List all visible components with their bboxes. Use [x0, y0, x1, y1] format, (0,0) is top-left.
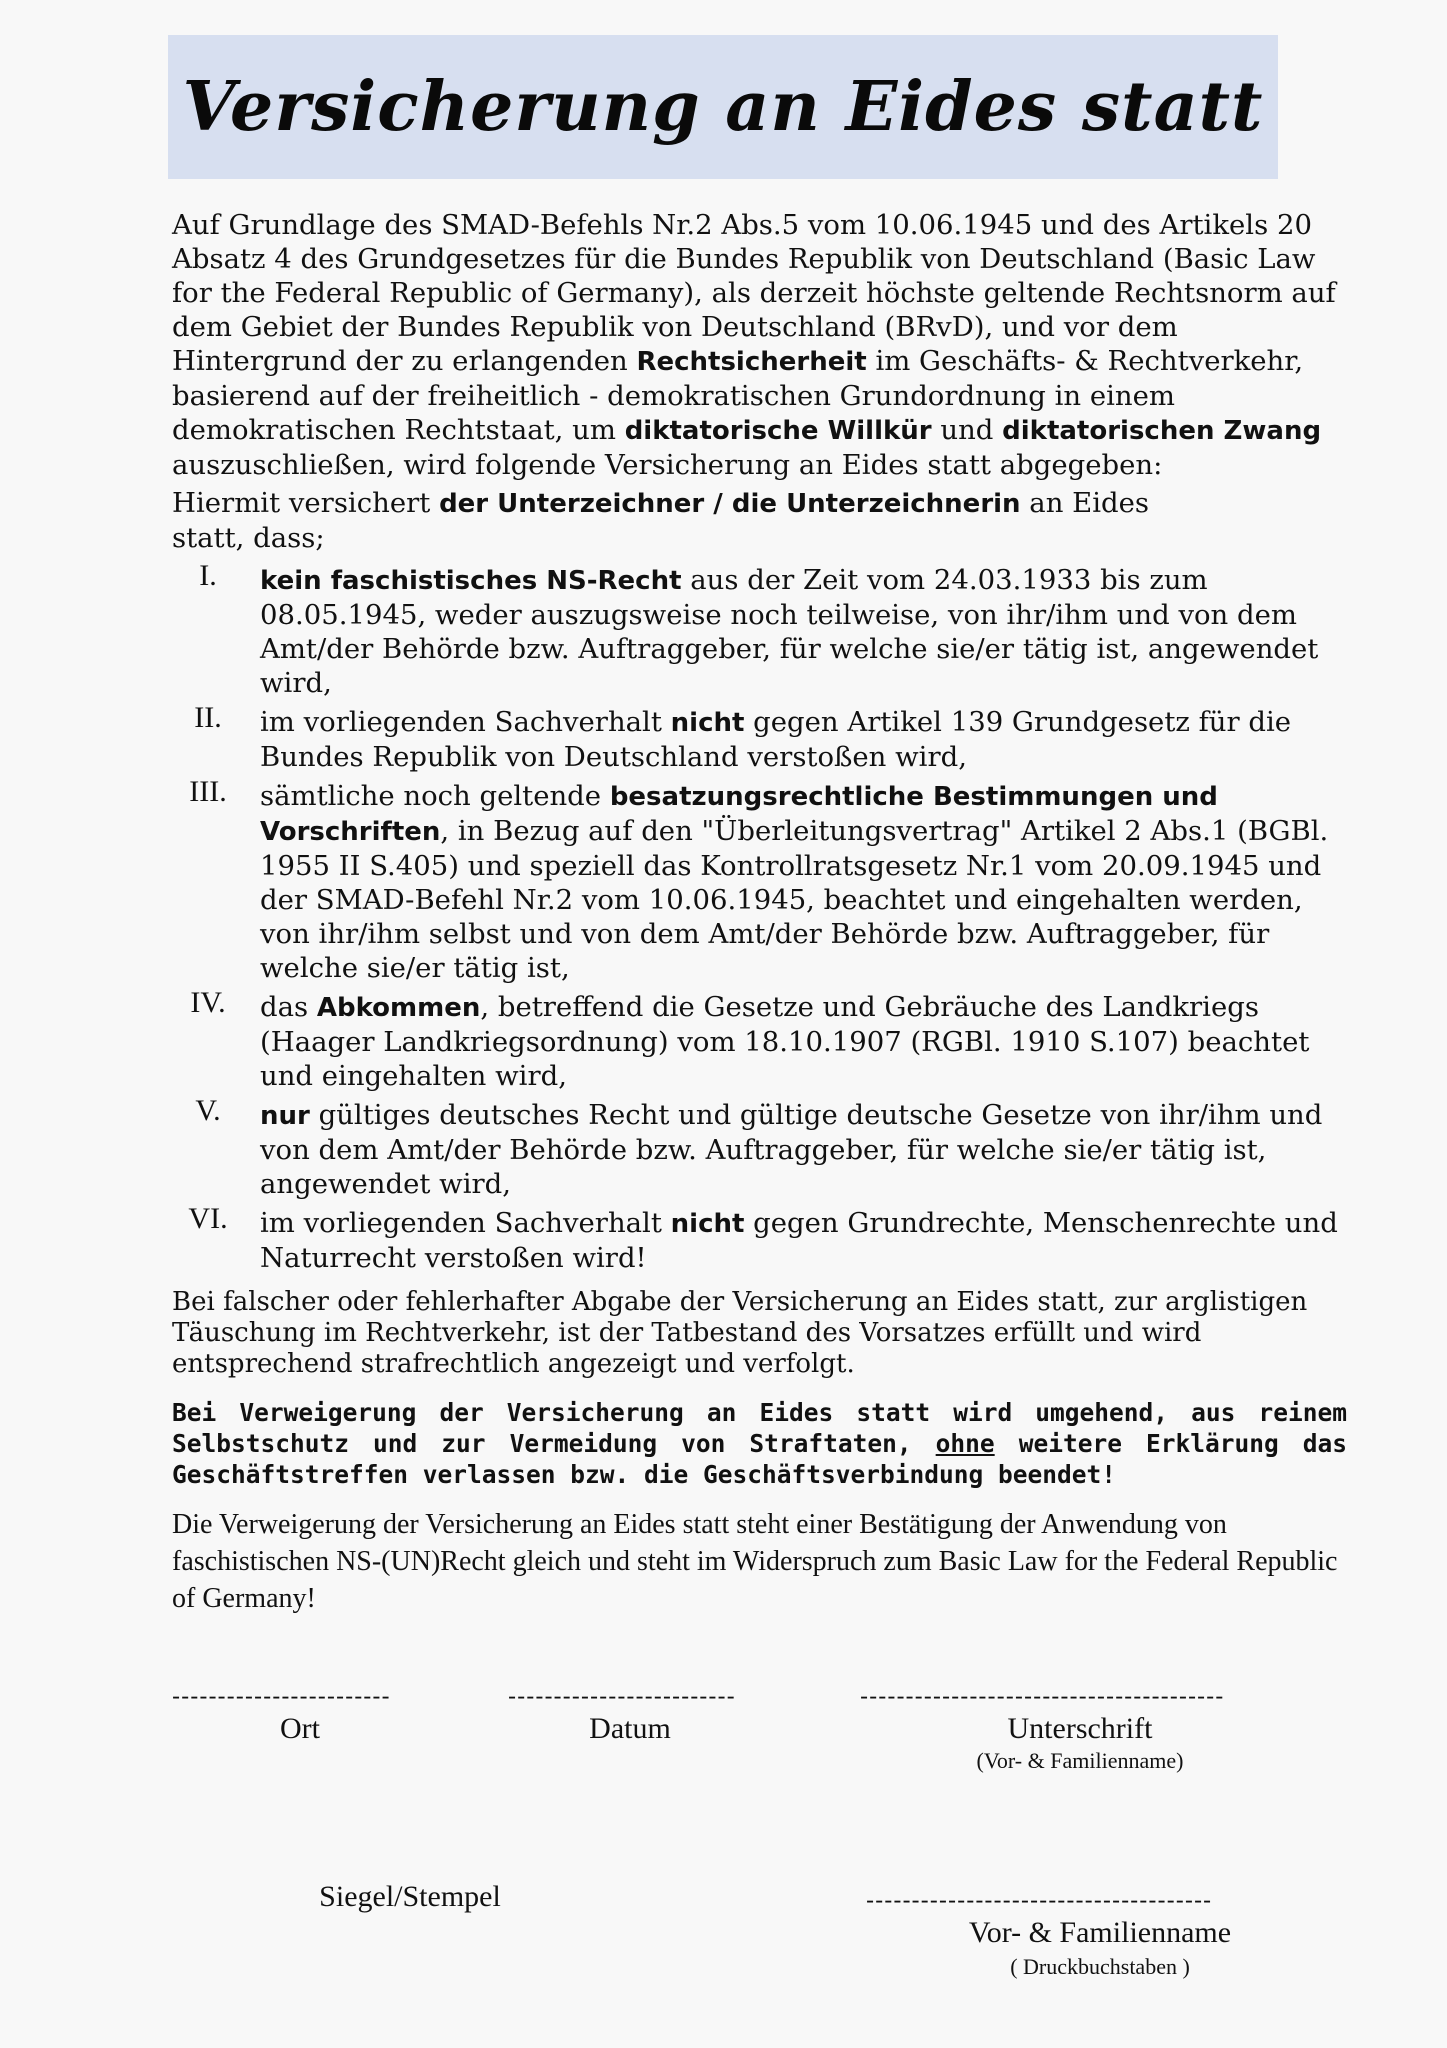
item-text: gegen Grundrechte, Menschenrechte und Naturrecht verstoßen wird!	[260, 1207, 1338, 1274]
refusal-consequence-paragraph	[172, 1397, 1347, 1490]
numbered-list	[172, 559, 1347, 1275]
list-item	[172, 1094, 1347, 1201]
item-text: , in Bezug auf den "Überleitungsvertrag" Artikel 2 Abs.1 (BGBl. 1955 II S.405) und speziell das Kontrollratsgesetz Nr.1 vom 20.09.1945 und der SMAD-Befehl Nr.2 vom 10.06.1945, beachtet und eingehalten werden, von ihr/ihm selbst und von dem Amt/der Behörde bzw. Auftraggeber, für welche sie/er tätig ist,	[260, 815, 1329, 984]
datum-label: Datum	[589, 1712, 671, 1745]
item-bold: besatzungsrechtliche Bestimmungen und Vorschriften	[260, 782, 1218, 847]
datum-signature-line: -------------------------	[508, 1682, 736, 1710]
intro-bold-rechtsicherheit: Rechtsicherheit	[636, 347, 867, 377]
item-text: aus der Zeit vom 24.03.1933 bis zum 08.05.1945, weder auszugsweise noch teilweise, von ihr/ihm und von dem Amt/der Behörde bzw. Auftraggeber, für welche sie/er tätig ist, angewendet wird,	[260, 564, 1319, 699]
intro-bold-zwang: diktatorischen Zwang	[1002, 416, 1322, 446]
bold-block-text: Bei Verweigerung der Versicherung an Eides statt wird umgehend, aus reinem Selbstschutz und zur Vermeidung von Straftaten,	[172, 1398, 1347, 1458]
item-text: gültiges deutsches Recht und gültige deutsche Gesetze von ihr/ihm und von dem Amt/der Behörde bzw. Auftraggeber, für welche sie/er tätig ist, angewendet wird,	[260, 1099, 1323, 1200]
list-item	[172, 559, 1347, 700]
item-number: I.	[199, 559, 217, 592]
item-number: VI.	[188, 1202, 228, 1235]
item-bold: nicht	[670, 708, 745, 738]
item-bold: Abkommen	[316, 993, 481, 1023]
list-item	[172, 701, 1347, 774]
name-sublabel: ( Druckbuchstaben )	[1010, 1954, 1190, 1979]
list-item	[172, 986, 1347, 1093]
item-bold: nicht	[670, 1209, 745, 1239]
intro-text: im Geschäfts- & Rechtverkehr, basierend auf der freiheitlich - demokratischen Grundordnung in einem demokratischen Rechtstaat, um	[172, 345, 1304, 446]
declaration-bold: der Unterzeichner / die Unterzeichnerin	[439, 489, 1021, 519]
underlined-ohne: ohne	[935, 1429, 995, 1458]
item-number: III.	[189, 775, 227, 808]
item-number: IV.	[190, 986, 226, 1019]
list-item	[172, 1202, 1347, 1275]
bold-block-text: weitere Erklärung das Geschäftstreffen verlassen bzw. die Geschäftsverbindung beendet!	[172, 1429, 1347, 1489]
item-bold: kein faschistisches NS-Recht	[260, 566, 682, 596]
intro-bold-willkuer: diktatorische Willkür	[624, 416, 932, 446]
intro-text: und	[931, 414, 1003, 446]
declaration-text: an Eides statt, dass;	[172, 487, 1150, 554]
item-text: gegen Artikel 139 Grundgesetz für die Bundes Republik von Deutschland verstoßen wird,	[260, 706, 1292, 773]
list-item	[172, 775, 1347, 985]
item-text: , betreffend die Gesetze und Gebräuche des Landkriegs (Haager Landkriegsordnung) vom 18.10.1907 (RGBl. 1910 S.107) beachtet und eingehalten wird,	[260, 991, 1310, 1092]
item-text: sämtliche noch geltende	[260, 780, 610, 812]
refusal-paragraph: Die Verweigerung der Versicherung an Eides statt steht einer Bestätigung der Anwendung von faschistischen NS-(UN)Recht gleich und steht im Widerspruch zum Basic Law for the Federal Republic of Germany!	[172, 1509, 1338, 1614]
ort-signature-line: ------------------------	[172, 1682, 391, 1710]
name-signature-line: --------------------------------------	[866, 1886, 1213, 1914]
item-text: im vorliegenden Sachverhalt	[260, 1207, 671, 1239]
intro-text: Auf Grundlage des SMAD-Befehls Nr.2 Abs.5 vom 10.06.1945 und des Artikels 20 Absatz 4 des Grundgesetzes für die Bundes Republik von Deutschland (Basic Law for the Federal Republic of Germany), als derzeit höchste geltende Rechtsnorm auf dem Gebiet der Bundes Republik von Deutschland (BRvD), und vor dem Hintergrund der zu erlangenden	[172, 209, 1336, 377]
ort-label: Ort	[280, 1712, 320, 1745]
item-bold: nur	[260, 1101, 310, 1131]
declaration-text: Hiermit versichert	[172, 487, 440, 519]
intro-paragraph	[172, 208, 1347, 482]
unterschrift-signature-line: ----------------------------------------	[860, 1682, 1225, 1710]
document-title: Versicherung an Eides statt	[182, 67, 1264, 147]
item-number: V.	[195, 1094, 221, 1127]
intro-text: auszuschließen, wird folgende Versicherung an Eides statt abgegeben:	[172, 449, 1163, 481]
item-number: II.	[194, 701, 222, 734]
unterschrift-sublabel: (Vor- & Familienname)	[976, 1748, 1184, 1773]
name-label: Vor- & Familienname	[968, 1916, 1232, 1949]
declaration-paragraph	[172, 486, 1172, 555]
document-body	[172, 208, 1347, 1617]
item-text: im vorliegenden Sachverhalt	[260, 706, 671, 738]
unterschrift-label: Unterschrift	[1007, 1712, 1153, 1745]
item-text: das	[260, 991, 317, 1023]
siegel-stempel-label: Siegel/Stempel	[319, 1880, 501, 1913]
warning-paragraph: Bei falscher oder fehlerhafter Abgabe der Versicherung an Eides statt, zur arglistigen Täuschung im Rechtverkehr, ist der Tatbestand des Vorsatzes erfüllt und wird entsprechend strafrechtlich angezeigt und verfolgt.	[172, 1287, 1308, 1379]
